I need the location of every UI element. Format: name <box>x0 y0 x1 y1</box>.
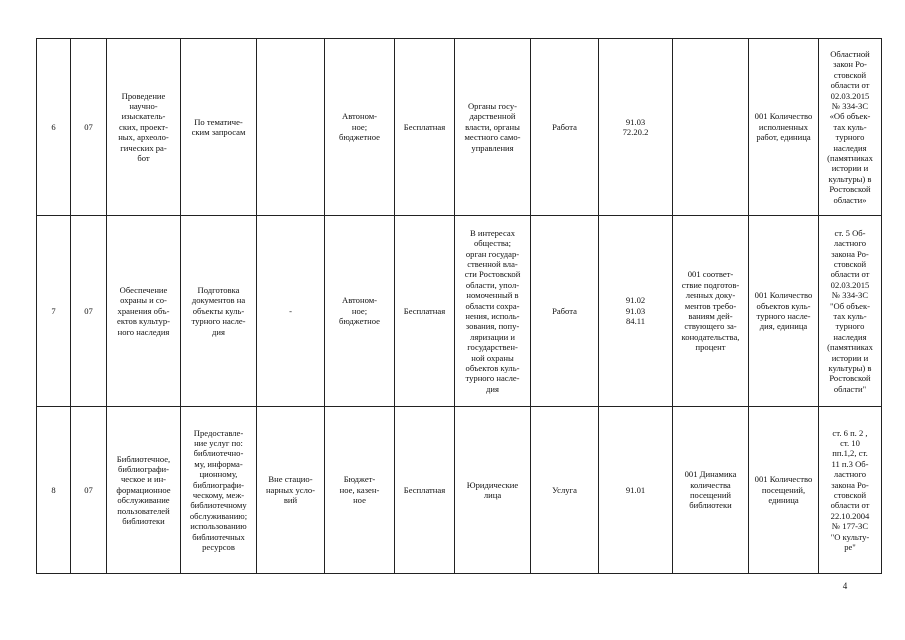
payment-cell <box>395 216 455 407</box>
page-number: 4 <box>842 581 848 591</box>
cell-line: посещений, <box>761 484 806 495</box>
conditions-cell <box>257 407 325 574</box>
cell-line: дия, единица <box>759 321 808 332</box>
cell-line: закона Ро- <box>831 248 869 259</box>
cell-line: Предоставле- <box>193 427 244 438</box>
cell-line: ственной вла- <box>467 258 518 269</box>
cell-line: исполненных <box>758 121 809 132</box>
service-name-cell <box>107 407 181 574</box>
cell-line: Проведение <box>121 90 166 101</box>
cell-line: 91.03 <box>625 305 646 316</box>
cell-line: государствен- <box>467 342 518 353</box>
cell-line: количества <box>690 479 731 490</box>
registry-table <box>36 38 882 574</box>
consumers-cell <box>455 216 531 407</box>
cell-line: истории и <box>831 352 869 363</box>
cell-line: нения, исполь- <box>465 311 520 321</box>
volume-indicator-cell <box>749 39 819 216</box>
cell-line: Подготовка <box>197 284 240 295</box>
cell-line: 001 Количество <box>754 474 813 485</box>
cell-line: библиотечно- <box>193 448 244 459</box>
cell-line: закона Ро- <box>831 479 869 490</box>
cell-line: конодательства, <box>681 331 740 342</box>
cell-line: лица <box>483 490 502 500</box>
cell-line: Ростовской <box>829 184 871 195</box>
cell-line: дия <box>486 383 499 394</box>
cell-line: области сохра- <box>465 300 520 311</box>
payment-cell <box>395 39 455 216</box>
cell-line: использованию <box>190 521 247 532</box>
cell-line: формационное <box>116 484 171 495</box>
cell-line: Библиотечное, <box>116 453 171 464</box>
cell-line: ст. 10 <box>840 437 860 448</box>
cell-line: 001 соответ- <box>687 269 734 280</box>
cell-line: 11 п.3 Об- <box>831 458 869 469</box>
cell-line: ментов требо- <box>684 300 737 311</box>
cell-line: библиотечному <box>190 500 247 511</box>
institution-type-cell <box>325 39 395 216</box>
cell-line: тах куль- <box>833 311 867 321</box>
cell-line: ных, археоло- <box>118 132 169 143</box>
cell-line: Автоном- <box>341 111 378 122</box>
cell-line: хранения объ- <box>117 305 170 316</box>
cell-line: 001 Количество <box>754 111 813 122</box>
cell-line: общества; <box>473 238 512 249</box>
cell-line: объекты куль- <box>192 305 245 316</box>
cell-line: бюджетное <box>339 316 380 327</box>
cell-line: В интересах <box>469 227 515 238</box>
cell-line: ленных доку- <box>685 290 736 301</box>
cell-line: процент <box>695 342 726 353</box>
kind-cell <box>531 39 599 216</box>
cell-line: управления <box>471 142 514 153</box>
cell-line: закон Ро- <box>833 59 867 70</box>
cell-line: 001 Динамика <box>684 469 737 480</box>
cell-line: 72.20.2 <box>622 127 649 137</box>
row-number-cell: 7 <box>37 216 71 407</box>
cell-line: 91.03 <box>625 116 646 127</box>
cell-line: № 334-ЗС <box>831 290 869 301</box>
institution-type-cell <box>325 216 395 407</box>
cell-line: Обеспечение <box>119 284 168 295</box>
cell-line: ное; <box>351 305 368 316</box>
cell-line: турного <box>835 132 865 143</box>
cell-line: му, информа- <box>194 458 243 469</box>
cell-line: объектов куль- <box>756 300 811 311</box>
cell-line: пп.1,2, ст. <box>832 448 868 459</box>
cell-line: ластного <box>833 238 867 249</box>
cell-line: библиотеки <box>689 500 732 511</box>
cell-line: нарных усло- <box>265 484 316 495</box>
cell-line: области от <box>830 80 870 91</box>
cell-line: Работа <box>552 121 577 132</box>
cell-line: Услуга <box>552 484 577 495</box>
cell-line: ное, казен- <box>339 484 380 495</box>
cell-line: ст. 5 Об- <box>834 227 866 238</box>
okved-cell <box>599 216 673 407</box>
okved-cell <box>599 407 673 574</box>
cell-line: охраны и со- <box>120 295 167 306</box>
cell-line: ских, проект- <box>119 121 168 132</box>
cell-line: Юридические <box>466 479 519 490</box>
cell-line: ст. 6 п. 2 , <box>832 427 868 438</box>
cell-line: ствующего за- <box>684 321 737 332</box>
cell-line: Ростовской <box>829 373 871 384</box>
cell-line: бот <box>137 153 150 164</box>
cell-line: вий <box>283 495 298 506</box>
cell-line: орган государ- <box>465 248 520 259</box>
cell-line: обслуживанию; <box>189 510 248 521</box>
cell-line: стовской <box>833 490 867 500</box>
quality-indicator-cell <box>673 39 749 216</box>
cell-line: ного наследия <box>117 326 170 337</box>
table-row <box>37 39 882 216</box>
cell-line: библиографи- <box>118 463 169 474</box>
cell-line: области» <box>833 194 867 205</box>
consumers-cell <box>455 39 531 216</box>
consumers-cell <box>455 407 531 574</box>
cell-line: Бюджет- <box>343 474 376 485</box>
cell-line: местного само- <box>464 132 521 143</box>
cell-line: наследия <box>833 142 867 153</box>
cell-line: стовской <box>833 258 867 269</box>
cell-line: 84.11 <box>625 316 646 327</box>
cell-line: бюджетное <box>339 132 380 143</box>
cell-line: области" <box>833 383 867 394</box>
cell-line: ционному, <box>199 469 238 480</box>
cell-line: турного насле- <box>756 311 811 321</box>
cell-line: наследия <box>833 331 867 342</box>
cell-line: научно- <box>129 100 158 111</box>
service-name-cell <box>107 39 181 216</box>
row-number-cell: 6 <box>37 39 71 216</box>
volume-indicator-cell <box>749 407 819 574</box>
cell-line: ческому, меж- <box>192 490 245 500</box>
cell-line: "О культу- <box>830 531 870 542</box>
okved-cell <box>599 39 673 216</box>
cell-line: ским запросам <box>191 127 246 137</box>
cell-line: 02.03.2015 <box>830 90 870 101</box>
cell-line: ние услуг по: <box>194 437 243 448</box>
cell-line: посещений <box>689 490 732 500</box>
cell-line: Областной <box>830 48 870 59</box>
cell-line: Вне стацио- <box>268 474 313 485</box>
cell-line: 22.10.2004 <box>830 510 870 521</box>
cell-line: ное; <box>351 121 368 132</box>
cell-line: власти, органы <box>465 121 520 132</box>
legal-basis-cell <box>819 216 882 407</box>
cell-line: работ, единица <box>756 132 811 143</box>
table-row <box>37 407 882 574</box>
cell-line: турного <box>835 321 865 332</box>
cell-line: турного насле- <box>465 373 520 384</box>
cell-line: области от <box>830 500 870 511</box>
conditions-cell <box>257 216 325 407</box>
cell-line: библиотеки <box>122 516 165 527</box>
cell-line: № 334-ЗС <box>831 100 869 111</box>
cell-line: Бесплатная <box>403 484 446 495</box>
cell-line: дия <box>212 326 225 337</box>
volume-indicator-cell <box>749 216 819 407</box>
cell-line: ствие подготов- <box>681 279 740 290</box>
cell-line: культуры) в <box>828 363 872 374</box>
cell-line: библиотечных <box>192 531 245 542</box>
cell-line: тах куль- <box>833 121 867 132</box>
cell-line: ляризации и <box>470 331 515 342</box>
cell-line: 001 Количество <box>754 290 813 301</box>
cell-line: зования, попу- <box>465 321 520 332</box>
content-cell <box>181 39 257 216</box>
kind-cell <box>531 216 599 407</box>
cell-line: пользователей <box>117 505 170 516</box>
cell-line: ресурсов <box>202 542 235 553</box>
table-row <box>37 216 882 407</box>
cell-line: ектов культур- <box>117 316 170 327</box>
cell-line: ре" <box>844 542 856 553</box>
cell-line: 91.01 <box>625 484 646 495</box>
cell-line: ческое и ин- <box>120 474 167 485</box>
cell-line: ной охраны <box>471 352 514 363</box>
content-cell <box>181 407 257 574</box>
cell-line: области от <box>830 269 870 280</box>
cell-line: Автоном- <box>341 295 378 306</box>
cell-line: - <box>289 305 292 316</box>
cell-line: истории и <box>831 163 869 174</box>
cell-line: (памятниках <box>827 153 873 164</box>
quality-indicator-cell <box>673 407 749 574</box>
cell-line: номоченный в <box>466 290 519 301</box>
cell-line: По тематиче- <box>194 116 243 127</box>
legal-basis-cell <box>819 39 882 216</box>
conditions-cell <box>257 39 325 216</box>
cell-line: ное <box>353 495 366 506</box>
cell-line: единица <box>768 495 799 506</box>
cell-line: сти Ростовской <box>464 269 521 280</box>
cell-line: обслуживание <box>117 495 170 506</box>
code-cell: 07 <box>71 39 107 216</box>
code-cell: 07 <box>71 216 107 407</box>
cell-line: Бесплатная <box>403 121 446 132</box>
cell-line: области, упол- <box>465 279 520 290</box>
institution-type-cell <box>325 407 395 574</box>
content-cell <box>181 216 257 407</box>
quality-indicator-cell <box>673 216 749 407</box>
cell-line: 91.02 <box>625 295 646 306</box>
cell-line: ластного <box>833 469 867 480</box>
row-number-cell: 8 <box>37 407 71 574</box>
kind-cell <box>531 407 599 574</box>
cell-line: (памятниках <box>827 342 873 353</box>
cell-line: стовской <box>833 69 867 80</box>
cell-line: дарственной <box>469 111 516 122</box>
cell-line: Бесплатная <box>403 305 446 316</box>
cell-line: № 177-ЗС <box>831 521 869 532</box>
cell-line: библиографи- <box>193 479 244 490</box>
service-name-cell <box>107 216 181 407</box>
payment-cell <box>395 407 455 574</box>
cell-line: изыскатель- <box>121 111 166 122</box>
cell-line: гических ра- <box>120 142 167 153</box>
cell-line: объектов куль- <box>465 363 520 374</box>
code-cell: 07 <box>71 407 107 574</box>
legal-basis-cell <box>819 407 882 574</box>
cell-line: «Об объек- <box>829 111 871 122</box>
cell-line: Работа <box>552 305 577 316</box>
cell-line: документов на <box>191 295 246 306</box>
cell-line: турного насле- <box>191 316 246 327</box>
cell-line: Органы госу- <box>467 100 518 111</box>
cell-line: "Об объек- <box>830 300 870 311</box>
cell-line: ваниям дей- <box>688 311 733 321</box>
cell-line: культуры) в <box>828 173 872 184</box>
cell-line: 02.03.2015 <box>830 279 870 290</box>
